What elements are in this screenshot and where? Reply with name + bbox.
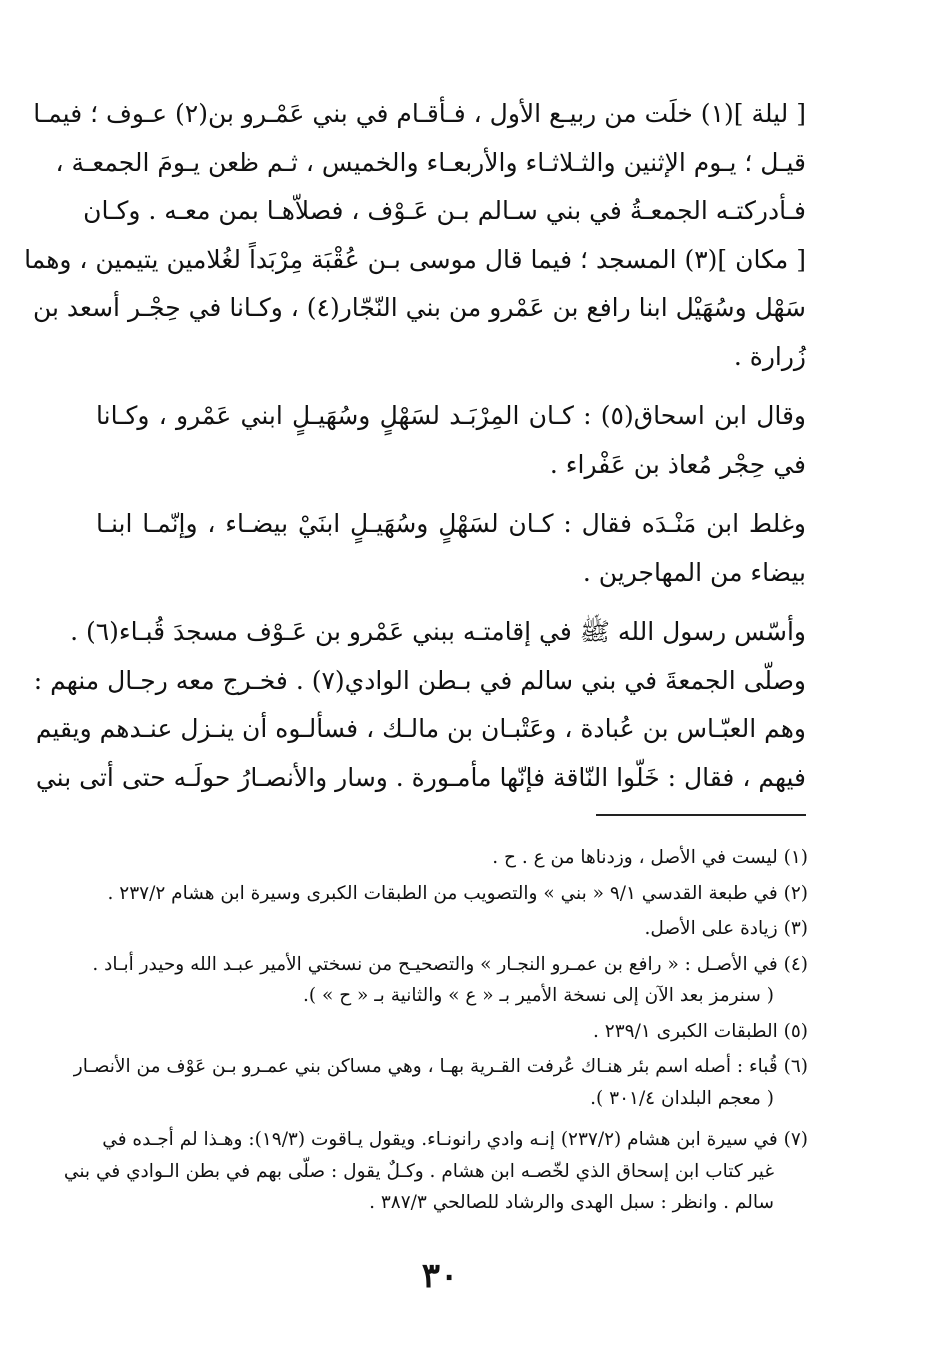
text-line: [ مكان ](٣) المسجد ؛ فيما قال موسى بـن عُقْبَة مِرْبَداً لغُلامين يتيمين ، وهما bbox=[24, 244, 806, 274]
text-line: بيضاء من المهاجرين . bbox=[582, 557, 806, 587]
text-line: [ ليلة ](١) خلَت من ربيـع الأول ، فـأقـام في بني عَمْـرو بن(٢) عـوف ؛ فيمـا bbox=[33, 99, 806, 128]
footnote-7-continuation: غير كتاب ابن إسحاق الذي لخّصـه ابن هشام . وكـلٌ يقول : صلّى بهم في بطن الـوادي في بني bbox=[63, 1160, 774, 1182]
footnote-5: (٥) الطبقات الكبرى ٢٣٩/١ . bbox=[593, 1020, 808, 1042]
text-line: وصلّى الجمعةَ في بني سالم في بـطن الوادي(٧) . فخـرج معه رجـال منهم : bbox=[33, 665, 806, 695]
footnote-divider bbox=[596, 814, 806, 816]
text-line: وغلط ابن مَنْـدَه فقال : كـان لسَهْلٍ وسُهَيـلٍ ابنَيْ بيضـاء ، وإنّمـا ابنـا bbox=[96, 509, 806, 538]
text-line: فيهم ، فقال : خَلّوا النّاقة فإنّها مأمـورة . وسار والأنصـارُ حولَـه حتى أتى بني bbox=[35, 762, 806, 792]
paragraph-2 bbox=[96, 392, 806, 489]
text-line: فـأدركتـه الجمعـةُ في بني سـالم بـن عَـوْف ، فصلاّهـا بمن معـه . وكـان bbox=[83, 196, 806, 225]
footnote-2: (٢) في طبعة القدسي ٩/١ « بني » والتصويب من الطبقات الكبرى وسيرة ابن هشام ٢٣٧/٢ . bbox=[107, 882, 808, 904]
paragraph-3 bbox=[96, 500, 806, 597]
footnote-4: (٤) في الأصـل : « رافع بن عمـرو النجـار » والتصحيـح من نسختي الأمير عبـد الله وحيدر أبـاد . bbox=[92, 953, 808, 975]
text-line: قيـل ؛ يـوم الإثنين والثـلاثـاء والأربعـاء والخميس ، ثـم ظعن يـومَ الجمعـة ، bbox=[55, 147, 806, 177]
footnote-6: (٦) قُباء : أصله اسم بئر هنـاك عُرفت القـرية بهـا ، وهي مساكن بني عمـرو بـن عَوْف من الأنصـار bbox=[73, 1056, 808, 1077]
footnote-3: (٣) زيادة على الأصل. bbox=[644, 918, 808, 939]
footnote-4-continuation: ( سنرمز بعد الآن إلى نسخة الأمير بـ « ع » والثانية بـ « ح » ). bbox=[303, 985, 774, 1006]
paragraph-1 bbox=[24, 90, 806, 381]
footnotes bbox=[63, 842, 808, 1219]
paragraph-4 bbox=[33, 608, 806, 802]
text-line: سَهْل وسُهَيْل ابنا رافع بن عَمْرو من بني النّجّار(٤) ، وكـانا في حِجْـر أسعد بن bbox=[32, 293, 806, 322]
text-line: وأسّس رسول الله ﷺ في إقامتـه ببني عَمْرو بن عَـوْف مسجدَ قُبـاء(٦) . bbox=[70, 617, 806, 646]
text-line: وهم العبّـاس بن عُبادة ، وعَتْبـان بن مالـك ، فسألـوه أن ينـزل عنـدهم ويقيم bbox=[35, 714, 806, 743]
footnote-7-continuation: سالم . وانظر : سبل الهدى والرشاد للصالحي ٣٨٧/٣ . bbox=[369, 1192, 774, 1213]
text-line: زُرارة . bbox=[733, 341, 806, 371]
footnote-1: (١) ليست في الأصل ، وزدناها من ع . ح . bbox=[492, 847, 808, 868]
footnote-6-continuation: ( معجم البلدان ٣٠١/٤ ). bbox=[590, 1087, 774, 1109]
page-number: ٣٠ bbox=[421, 1256, 459, 1296]
text-line: وقال ابن اسحاق(٥) : كـان المِرْبَـد لسَهْلٍ وسُهَيـلٍ ابني عَمْرو ، وكـانا bbox=[96, 401, 806, 430]
footnote-7: (٧) في سيرة ابن هشام (٢٣٧/٢) إنـه وادي رانونـاء. ويقول يـاقوت (١٩/٣): وهـذا لم أجـده في bbox=[102, 1129, 808, 1150]
main-text bbox=[24, 90, 806, 802]
text-line: في حِجْر مُعاذ بن عَفْراء . bbox=[549, 449, 806, 479]
